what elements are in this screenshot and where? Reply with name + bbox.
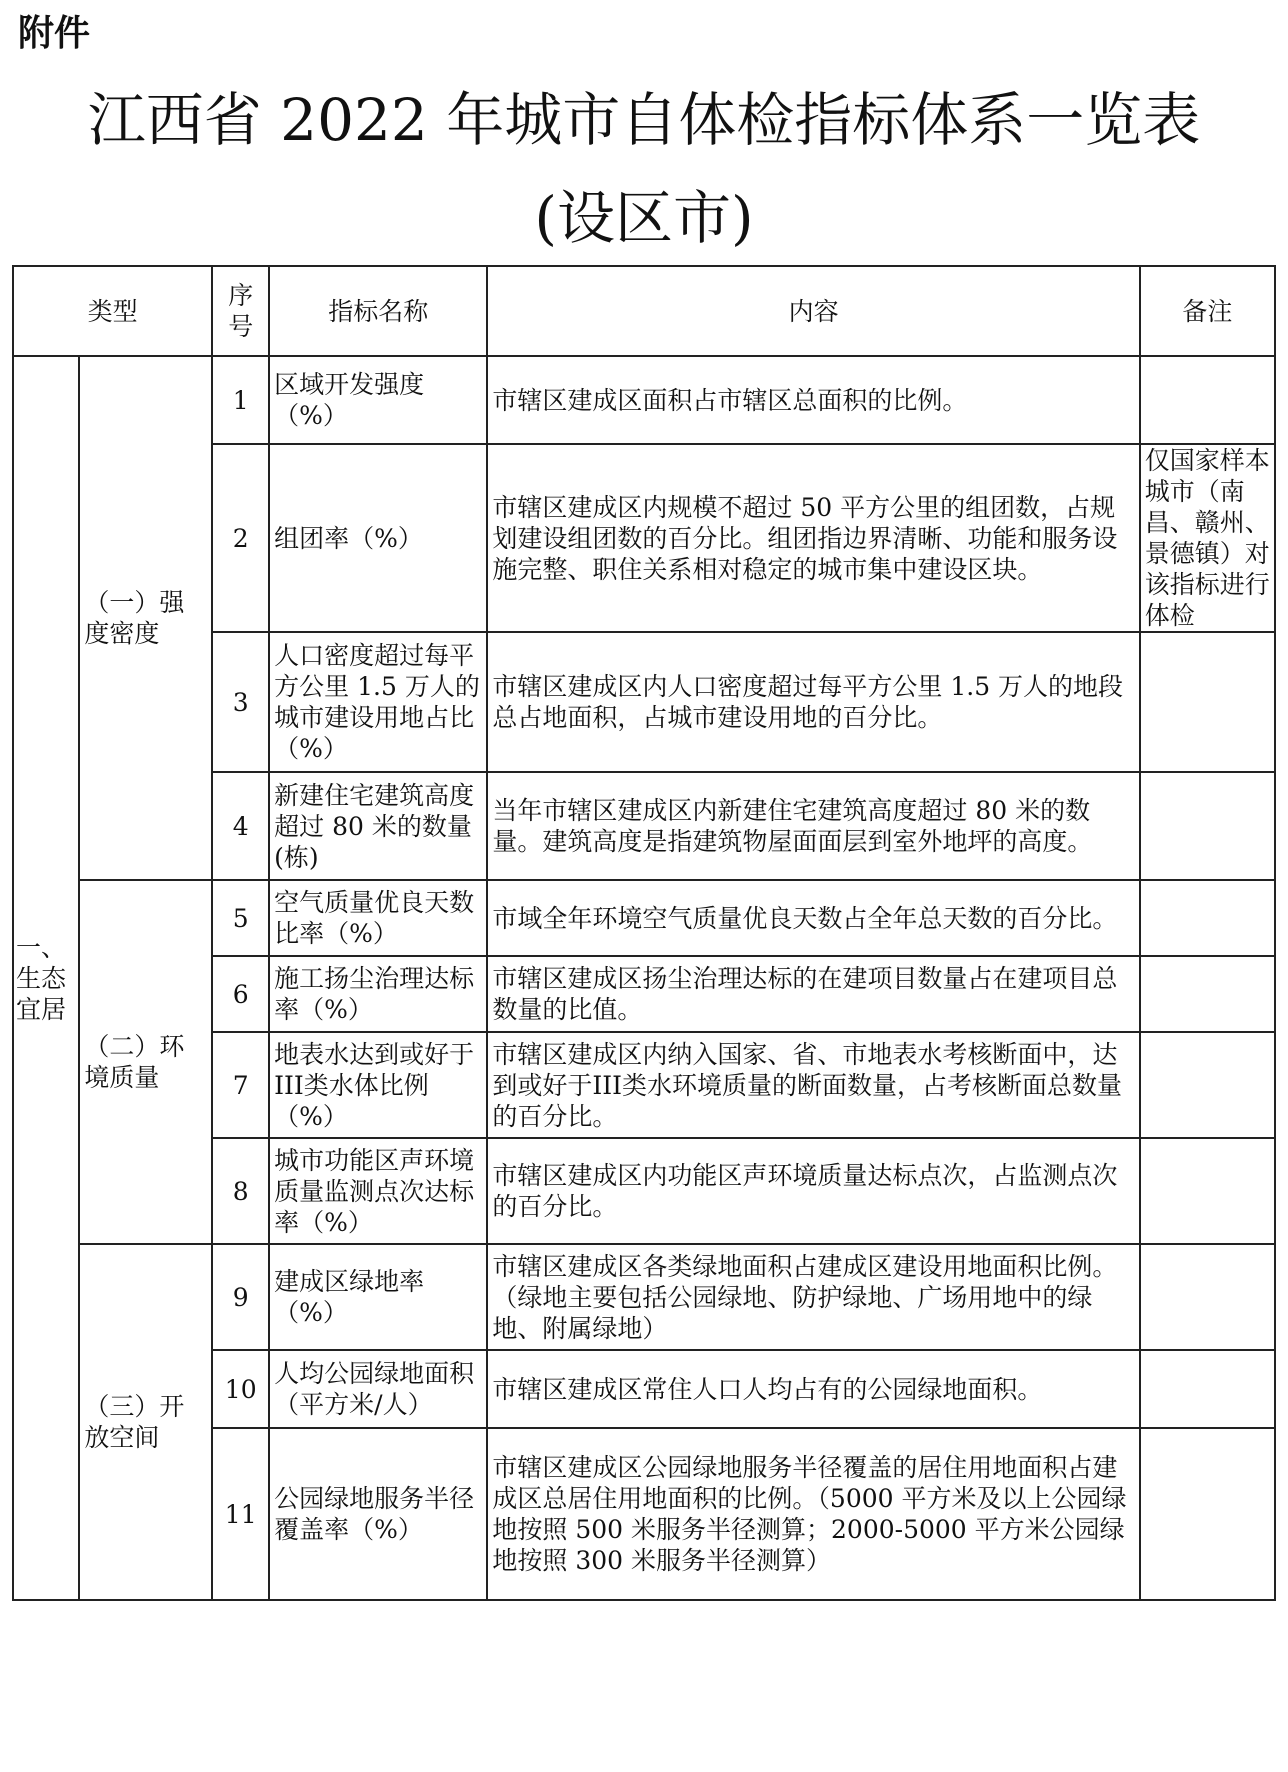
- group-label: （一）强度密度: [79, 356, 212, 880]
- table-row: [13, 1244, 1275, 1350]
- indicator-note: [1140, 772, 1275, 880]
- indicator-note: 仅国家样本城市（南昌、赣州、景德镇）对该指标进行体检: [1140, 444, 1275, 632]
- indicator-content: 市辖区建成区常住人口人均占有的公园绿地面积。: [487, 1350, 1139, 1428]
- indicator-note: [1140, 356, 1275, 444]
- group-label: （三）开放空间: [79, 1244, 212, 1600]
- indicator-content: 市辖区建成区内纳入国家、省、市地表水考核断面中，达到或好于III类水环境质量的断面数量，占考核断面总数量的百分比。: [487, 1032, 1139, 1138]
- page-title: 江西省 2022 年城市自体检指标体系一览表: [87, 86, 1201, 154]
- table-row: [13, 880, 1275, 956]
- indicator-name: 人口密度超过每平方公里 1.5 万人的城市建设用地占比（%）: [269, 632, 487, 772]
- row-number: 4: [212, 772, 269, 880]
- indicator-name: 地表水达到或好于III类水体比例（%）: [269, 1032, 487, 1138]
- row-number: 5: [212, 880, 269, 956]
- indicator-name: 公园绿地服务半径覆盖率（%）: [269, 1428, 487, 1600]
- indicator-content: 市辖区建成区内人口密度超过每平方公里 1.5 万人的地段总占地面积，占城市建设用地的百分比。: [487, 632, 1139, 772]
- table-row: [13, 356, 1275, 444]
- indicator-table: [12, 265, 1276, 1601]
- indicator-content: 市域全年环境空气质量优良天数占全年总天数的百分比。: [487, 880, 1139, 956]
- indicator-note: [1140, 880, 1275, 956]
- level1-category: 一、生态宜居: [13, 356, 79, 1600]
- indicator-name: 人均公园绿地面积（平方米/人）: [269, 1350, 487, 1428]
- indicator-name: 施工扬尘治理达标率（%）: [269, 956, 487, 1032]
- indicator-content: 当年市辖区建成区内新建住宅建筑高度超过 80 米的数量。建筑高度是指建筑物屋面面层到室外地坪的高度。: [487, 772, 1139, 880]
- indicator-name: 城市功能区声环境质量监测点次达标率（%）: [269, 1138, 487, 1244]
- indicator-name: 组团率（%）: [269, 444, 487, 632]
- indicator-note: [1140, 1244, 1275, 1350]
- header-type: 类型: [13, 266, 212, 356]
- indicator-note: [1140, 1428, 1275, 1600]
- attachment-label: 附件: [18, 13, 91, 54]
- indicator-note: [1140, 1032, 1275, 1138]
- page-subtitle: (设区市): [534, 184, 754, 252]
- indicator-note: [1140, 1350, 1275, 1428]
- row-number: 8: [212, 1138, 269, 1244]
- indicator-content: 市辖区建成区各类绿地面积占建成区建设用地面积比例。（绿地主要包括公园绿地、防护绿地、广场用地中的绿地、附属绿地）: [487, 1244, 1139, 1350]
- row-number: 7: [212, 1032, 269, 1138]
- indicator-content: 市辖区建成区内规模不超过 50 平方公里的组团数，占规划建设组团数的百分比。组团指边界清晰、功能和服务设施完整、职住关系相对稳定的城市集中建设区块。: [487, 444, 1139, 632]
- indicator-content: 市辖区建成区面积占市辖区总面积的比例。: [487, 356, 1139, 444]
- indicator-name: 新建住宅建筑高度超过 80 米的数量(栋): [269, 772, 487, 880]
- row-number: 11: [212, 1428, 269, 1600]
- header-note: 备注: [1140, 266, 1275, 356]
- indicator-content: 市辖区建成区内功能区声环境质量达标点次，占监测点次的百分比。: [487, 1138, 1139, 1244]
- row-number: 3: [212, 632, 269, 772]
- indicator-name: 建成区绿地率（%）: [269, 1244, 487, 1350]
- row-number: 1: [212, 356, 269, 444]
- indicator-note: [1140, 632, 1275, 772]
- row-number: 9: [212, 1244, 269, 1350]
- row-number: 2: [212, 444, 269, 632]
- indicator-note: [1140, 1138, 1275, 1244]
- indicator-content: 市辖区建成区扬尘治理达标的在建项目数量占在建项目总数量的比值。: [487, 956, 1139, 1032]
- header-name: 指标名称: [269, 266, 487, 356]
- indicator-note: [1140, 956, 1275, 1032]
- indicator-name: 空气质量优良天数比率（%）: [269, 880, 487, 956]
- group-label: （二）环境质量: [79, 880, 212, 1244]
- table-header-row: [13, 266, 1275, 356]
- row-number: 6: [212, 956, 269, 1032]
- header-seq: 序号: [212, 266, 269, 356]
- indicator-content: 市辖区建成区公园绿地服务半径覆盖的居住用地面积占建成区总居住用地面积的比例。（5000 平方米及以上公园绿地按照 500 米服务半径测算；2000-5000 平方米公园绿地按照 300 米服务半径测算）: [487, 1428, 1139, 1600]
- row-number: 10: [212, 1350, 269, 1428]
- header-content: 内容: [487, 266, 1139, 356]
- indicator-name: 区域开发强度（%）: [269, 356, 487, 444]
